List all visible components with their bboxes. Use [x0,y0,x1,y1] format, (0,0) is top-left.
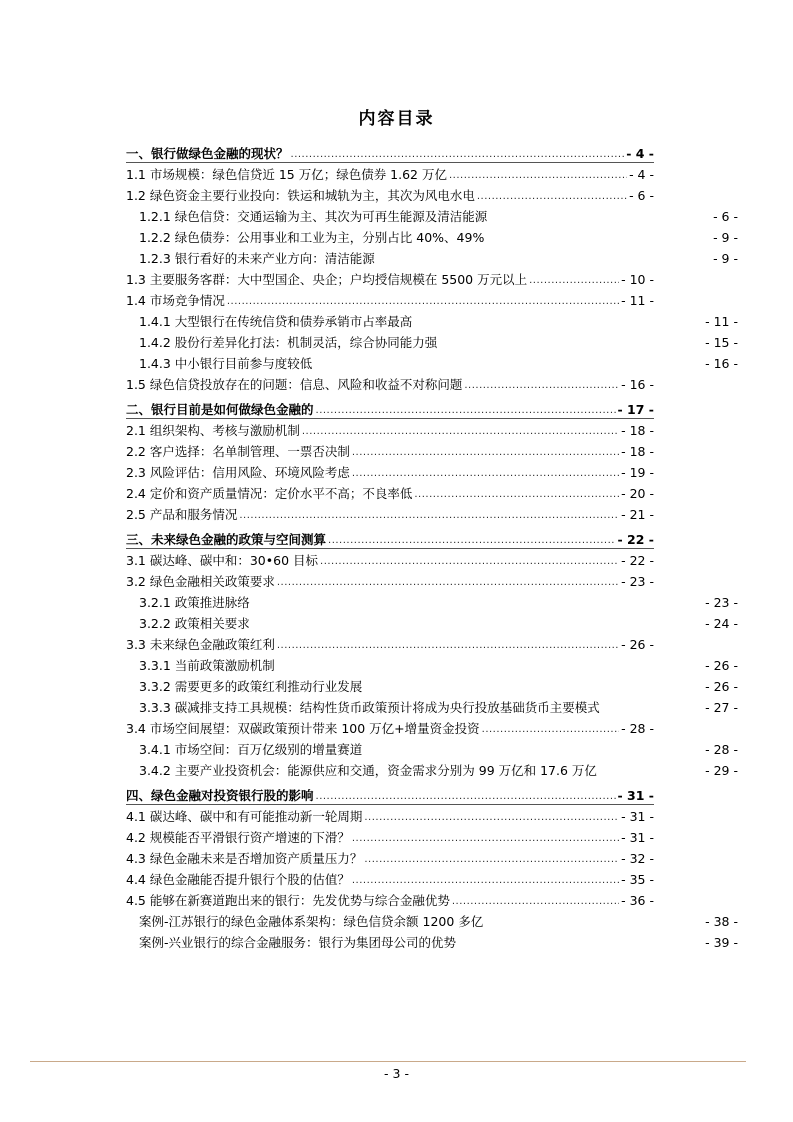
toc-entry-page-number: - 24 - [705,616,738,631]
toc-entry-title: 案例-江苏银行的绿色金融体系架构：绿色信贷余额 1200 多亿 [139,914,484,929]
toc-chapter-entry[interactable] [126,784,654,804]
toc-entry[interactable] [126,826,654,846]
toc-dot-leader [364,853,619,867]
toc-entry-title: 1.2.2 绿色债券：公用事业和工业为主，分别占比 40%、49% [139,230,485,245]
toc-entry[interactable] [126,419,654,439]
toc-entry-page-number: - 26 - [705,679,738,694]
toc-entry[interactable] [139,205,738,225]
toc-entry-title: 4.5 能够在新赛道跑出来的银行：先发优势与综合金融优势 [126,893,450,908]
toc-entry[interactable] [126,717,654,737]
toc-entry-title: 4.1 碳达峰、碳中和有可能推动新一轮周期 [126,809,363,824]
toc-entry[interactable] [139,738,738,758]
toc-entry-page-number: - 4 - [629,167,654,182]
toc-dot-leader [529,274,619,288]
toc-entry[interactable] [139,931,738,951]
toc-entry-page-number: - 29 - [705,763,738,778]
toc-dot-leader [277,576,619,590]
toc-entry-title: 1.2.3 银行看好的未来产业方向：清洁能源 [139,251,375,266]
toc-entry[interactable] [139,331,738,351]
toc-entry-title: 2.4 定价和资产质量情况：定价水平不高；不良率低 [126,486,413,501]
toc-entry-title: 3.2.1 政策推进脉络 [139,595,250,610]
footer-divider [30,1061,746,1062]
toc-dot-leader [352,467,619,481]
toc-dot-leader [364,811,619,825]
toc-dot-leader [277,639,619,653]
toc-entry-title: 3.1 碳达峰、碳中和：30•60 目标 [126,553,319,568]
toc-dot-leader [452,895,619,909]
toc-entry-page-number: - 6 - [713,209,738,224]
toc-entry-title: 一、银行做绿色金融的现状？ [126,146,289,161]
toc-entry-title: 二、银行目前是如何做绿色金融的 [126,402,314,417]
toc-entry-title: 1.1 市场规模：绿色信贷近 15 万亿；绿色债券 1.62 万亿 [126,167,447,182]
toc-entry-title: 四、绿色金融对投资银行股的影响 [126,788,314,803]
toc-entry[interactable] [126,163,654,183]
page-title: 内容目录 [358,109,435,129]
toc-dot-leader [352,832,619,846]
toc-entry-page-number: - 35 - [621,872,654,887]
toc-entry[interactable] [139,310,738,330]
toc-entry-title: 1.2.1 绿色信贷：交通运输为主、其次为可再生能源及清洁能源 [139,209,488,224]
toc-entry-page-number: - 9 - [713,251,738,266]
toc-entry[interactable] [126,570,654,590]
toc-entry-title: 3.3.3 碳减排支持工具规模：结构性货币政策预计将成为央行投放基础货币主要模式 [139,700,600,715]
toc-entry-page-number: - 39 - [705,935,738,950]
toc-entry-page-number: - 21 - [621,507,654,522]
toc-entry[interactable] [139,910,738,930]
toc-entry[interactable] [126,184,654,204]
toc-entry-page-number: - 31 - [621,809,654,824]
toc-dot-leader [352,874,619,888]
toc-entry[interactable] [126,549,654,569]
toc-entry-title: 2.1 组织架构、考核与激励机制 [126,423,300,438]
toc-entry[interactable] [139,591,738,611]
toc-entry[interactable] [126,503,654,523]
toc-entry[interactable] [126,482,654,502]
toc-entry[interactable] [139,247,738,267]
toc-dot-leader [328,534,616,548]
toc-entry-page-number: - 36 - [621,893,654,908]
toc-entry-title: 三、未来绿色金融的政策与空间测算 [126,532,327,547]
toc-chapter-entry[interactable] [126,398,654,418]
toc-entry[interactable] [126,440,654,460]
toc-dot-leader [477,190,627,204]
toc-entry[interactable] [126,268,654,288]
toc-entry-title: 2.3 风险评估：信用风险、环境风险考虑 [126,465,350,480]
toc-entry-title: 4.4 绿色金融能否提升银行个股的估值？ [126,872,350,887]
toc-dot-leader [352,446,619,460]
toc-entry-title: 3.2.2 政策相关要求 [139,616,250,631]
toc-entry-page-number: - 17 - [617,402,654,417]
toc-dot-leader [291,148,625,162]
toc-entry-page-number: - 9 - [713,230,738,245]
toc-entry-page-number: - 22 - [621,553,654,568]
toc-entry-page-number: - 20 - [621,486,654,501]
toc-entry-title: 1.2 绿色资金主要行业投向：铁运和城轨为主，其次为风电水电 [126,188,475,203]
toc-entry-page-number: - 28 - [705,742,738,757]
toc-entry-page-number: - 11 - [705,314,738,329]
toc-entry-title: 4.3 绿色金融未来是否增加资产质量压力？ [126,851,363,866]
toc-entry[interactable] [139,352,738,372]
toc-dot-leader [482,723,619,737]
toc-entry-title: 1.4.3 中小银行目前参与度较低 [139,356,313,371]
toc-entry-title: 1.3 主要服务客群：大中型国企、央企；户均授信规模在 5500 万元以上 [126,272,528,287]
toc-entry-page-number: - 38 - [705,914,738,929]
toc-entry-title: 1.4.1 大型银行在传统信贷和债券承销市占率最高 [139,314,413,329]
toc-entry[interactable] [139,612,738,632]
toc-entry-title: 3.4.2 主要产业投资机会：能源供应和交通，资金需求分别为 99 万亿和 17.6 万亿 [139,763,597,778]
toc-entry-page-number: - 31 - [617,788,654,803]
toc-entry-title: 4.2 规模能否平滑银行资产增速的下滑？ [126,830,350,845]
toc-entry-page-number: - 11 - [621,293,654,308]
toc-entry-page-number: - 23 - [705,595,738,610]
toc-entry[interactable] [139,226,738,246]
toc-chapter-entry[interactable] [126,528,654,548]
footer-page-number: - 3 - [384,1066,409,1081]
toc-entry-page-number: - 16 - [705,356,738,371]
toc-entry-page-number: - 32 - [621,851,654,866]
toc-dot-leader [414,488,619,502]
toc-entry-title: 1.4.2 股份行差异化打法：机制灵活，综合协同能力强 [139,335,438,350]
toc-entry-page-number: - 26 - [621,637,654,652]
toc-entry-page-number: - 22 - [617,532,654,547]
toc-entry-page-number: - 28 - [621,721,654,736]
toc-entry-title: 1.4 市场竞争情况 [126,293,225,308]
toc-chapter-entry[interactable] [126,142,654,162]
toc-entry-page-number: - 4 - [626,146,654,161]
toc-entry[interactable] [126,805,654,825]
toc-entry-title: 3.4.1 市场空间：百万亿级别的增量赛道 [139,742,363,757]
toc-entry[interactable] [126,461,654,481]
toc-entry-title: 1.5 绿色信贷投放存在的问题：信息、风险和收益不对称问题 [126,377,463,392]
toc-entry-page-number: - 31 - [621,830,654,845]
toc-entry[interactable] [139,654,738,674]
toc-dot-leader [239,509,619,523]
toc-dot-leader [227,295,619,309]
toc-entry[interactable] [126,847,654,867]
toc-entry-title: 3.2 绿色金融相关政策要求 [126,574,275,589]
toc-entry-title: 2.2 客户选择：名单制管理、一票否决制 [126,444,350,459]
toc-entry-page-number: - 10 - [621,272,654,287]
toc-entry-title: 案例-兴业银行的综合金融服务：银行为集团母公司的优势 [139,935,457,950]
toc-entry-page-number: - 15 - [705,335,738,350]
toc-entry-page-number: - 23 - [621,574,654,589]
toc-entry-page-number: - 16 - [621,377,654,392]
toc-entry-page-number: - 6 - [629,188,654,203]
toc-entry[interactable] [126,889,654,909]
toc-entry-page-number: - 18 - [621,423,654,438]
toc-dot-leader [449,169,627,183]
toc-dot-leader [464,379,619,393]
toc-entry-page-number: - 26 - [705,658,738,673]
toc-entry-title: 2.5 产品和服务情况 [126,507,238,522]
toc-entry-title: 3.3.1 当前政策激励机制 [139,658,275,673]
toc-dot-leader [316,790,616,804]
toc-entry[interactable] [139,696,738,716]
toc-entry-page-number: - 27 - [705,700,738,715]
toc-entry-title: 3.4 市场空间展望：双碳政策预计带来 100 万亿+增量资金投资 [126,721,480,736]
toc-dot-leader [302,425,619,439]
toc-dot-leader [316,404,616,418]
toc-entry-page-number: - 18 - [621,444,654,459]
toc-entry-page-number: - 19 - [621,465,654,480]
toc-entry[interactable] [139,759,738,779]
toc-entry[interactable] [139,675,738,695]
toc-entry[interactable] [126,289,654,309]
toc-entry-title: 3.3 未来绿色金融政策红利 [126,637,275,652]
toc-entry[interactable] [126,633,654,653]
toc-entry[interactable] [126,868,654,888]
toc-entry[interactable] [126,373,654,393]
toc-dot-leader [320,555,619,569]
toc-entry-title: 3.3.2 需要更多的政策红利推动行业发展 [139,679,363,694]
